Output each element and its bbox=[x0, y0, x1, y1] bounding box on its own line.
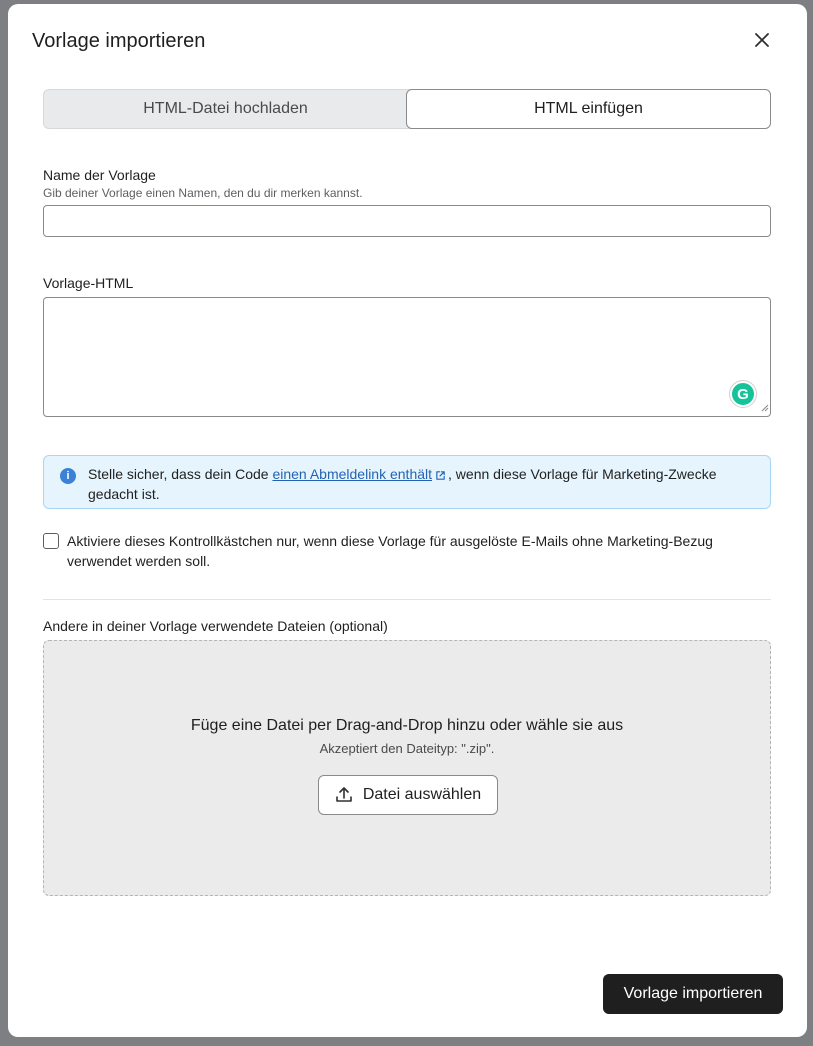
info-banner-text bbox=[88, 464, 758, 504]
info-banner-text-start: Stelle sicher, dass dein Code bbox=[88, 466, 273, 482]
other-files-label: Andere in deiner Vorlage verwendete Dateien (optional) bbox=[43, 618, 388, 634]
source-tabs bbox=[43, 89, 771, 129]
transactional-checkbox[interactable] bbox=[43, 533, 59, 549]
modal-title: Vorlage importieren bbox=[32, 30, 206, 52]
info-icon: i bbox=[60, 468, 76, 484]
info-banner-text-end: , wenn diese Vorlage für Marketing-Zwecke gedacht ist. bbox=[88, 466, 717, 502]
resize-handle-icon[interactable] bbox=[761, 404, 769, 412]
upload-icon bbox=[335, 786, 353, 804]
transactional-checkbox-label: Aktiviere dieses Kontrollkästchen nur, wenn diese Vorlage für ausgelöste E-Mails ohne Marketing-Bezug verwendet werden soll. bbox=[67, 533, 713, 569]
close-button[interactable] bbox=[750, 28, 774, 52]
template-name-help: Gib deiner Vorlage einen Namen, den du dir merken kannst. bbox=[43, 186, 363, 200]
external-link-icon bbox=[435, 470, 446, 481]
grammarly-icon[interactable]: G bbox=[730, 381, 756, 407]
import-template-button[interactable]: Vorlage importieren bbox=[603, 974, 783, 1014]
template-html-textarea[interactable] bbox=[43, 297, 771, 417]
file-dropzone[interactable] bbox=[43, 640, 771, 896]
choose-file-button[interactable] bbox=[318, 775, 498, 815]
tab-paste-html[interactable]: HTML einfügen bbox=[406, 89, 771, 129]
template-html-label: Vorlage-HTML bbox=[43, 275, 134, 291]
template-name-input[interactable] bbox=[43, 205, 771, 237]
unsubscribe-link[interactable]: einen Abmeldelink enthält bbox=[272, 466, 433, 482]
section-divider bbox=[43, 599, 771, 600]
template-name-label: Name der Vorlage bbox=[43, 167, 156, 183]
choose-file-button-label: Datei auswählen bbox=[362, 786, 482, 803]
dropzone-title: Füge eine Datei per Drag-and-Drop hinzu oder wähle sie aus bbox=[190, 717, 624, 734]
dropzone-subtitle: Akzeptiert den Dateityp: ".zip". bbox=[319, 741, 495, 756]
tab-upload-html-file[interactable]: HTML-Datei hochladen bbox=[143, 100, 308, 117]
info-banner bbox=[43, 455, 771, 509]
close-icon bbox=[754, 32, 770, 48]
import-template-modal bbox=[8, 4, 807, 1037]
